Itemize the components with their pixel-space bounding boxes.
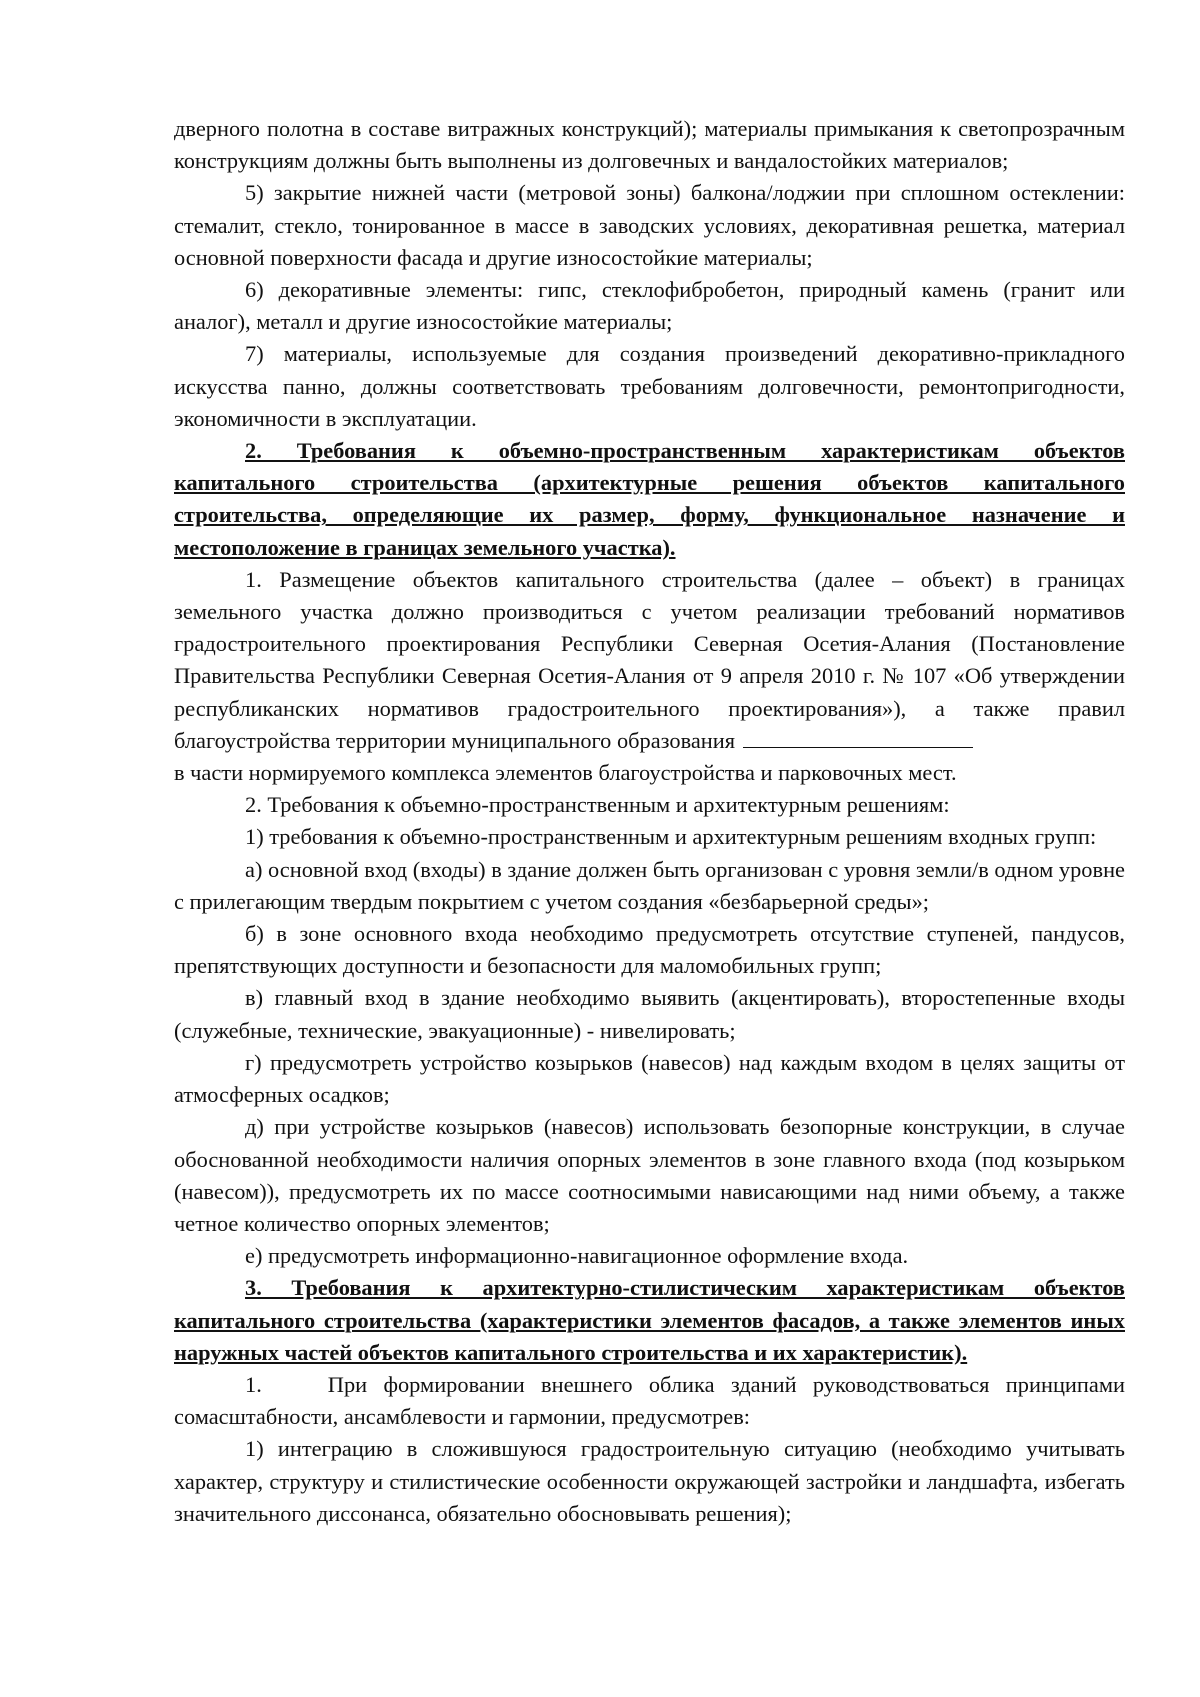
paragraph-number: 1. [245,1371,262,1397]
section-heading-3: 3. Требования к архитектурно-стилистическим характеристикам объектов капитального строительства (характеристики элементов фасадов, а также элементов иных наружных частей объектов капитального строительства и их характеристик). [174,1275,1125,1365]
paragraph-facade-principles-text: При формировании внешнего облика зданий руководствоваться принципами сомасштабности, ансамблевости и гармонии, предусмотрев: [174,1371,1125,1430]
paragraph-facade-principles [174,1369,1125,1433]
paragraph-item-g: г) предусмотреть устройство козырьков (навесов) над каждым входом в целях защиты от атмосферных осадков; [174,1049,1125,1108]
paragraph-item-b: б) в зоне основного входа необходимо предусмотреть отсутствие ступеней, пандусов, препятствующих доступности и безопасности для маломобильных групп; [174,921,1125,979]
paragraph-placement-continued: в части нормируемого комплекса элементов благоустройства и парковочных мест. [174,760,957,786]
blank-fill-line [743,727,973,748]
paragraph-entrance-requirements: 1) требования к объемно-пространственным и архитектурным решениям входных групп: [245,824,1097,850]
paragraph-item-a: а) основной вход (входы) в здание должен быть организован с уровня земли/в одном уровне с прилегающим твердым покрытием с учетом создания «безбарьерной среды»; [174,856,1125,914]
paragraph-placement-text: 1. Размещение объектов капитального строительства (далее – объект) в границах земельного участка должно производиться с учетом реализации требований нормативов градостроительного проектирования Республики Северная Осетия-Алания (Постановление Правительства Республики Северная Осетия-Алания от 9 апреля 2010 г. № 107 «Об утверждении республиканских нормативов градостроительного проектирования»), а также правил благоустройства территории муниципального образования [174,566,1125,753]
paragraph-item-7: 7) материалы, используемые для создания произведений декоративно-прикладного искусства панно, должны соответствовать требованиям долговечности, ремонтопригодности, экономичности в эксплуатации. [174,341,1125,431]
section-heading-2: 2. Требования к объемно-пространственным характеристикам объектов капитального строительства (архитектурные решения объектов капитального строительства, определяющие их размер, форму, функциональное назначение и местоположение в границах земельного участка). [174,438,1125,560]
paragraph-item-6: 6) декоративные элементы: гипс, стеклофибробетон, природный камень (гранит или аналог), металл и другие износостойкие материалы; [174,277,1125,335]
paragraph-door-materials: дверного полотна в составе витражных конструкций); материалы примыкания к светопрозрачным конструкциям должны быть выполнены из долговечных и вандалостойких материалов; [174,116,1125,174]
paragraph-item-5: 5) закрытие нижней части (метровой зоны) балкона/лоджии при сплошном остеклении: стемалит, стекло, тонированное в массе в заводских условиях, декоративная решетка, материал основной поверхности фасада и другие износостойкие материалы; [174,180,1125,270]
paragraph-integration: 1) интеграцию в сложившуюся градостроительную ситуацию (необходимо учитывать характер, структуру и стилистические особенности окружающей застройки и ландшафта, избегать значительного диссонанса, обязательно обосновывать решения); [174,1436,1125,1526]
paragraph-requirements-2: 2. Требования к объемно-пространственным и архитектурным решениям: [245,792,950,818]
document-page [174,113,1125,1530]
paragraph-placement [174,564,1125,757]
paragraph-item-e: е) предусмотреть информационно-навигационное оформление входа. [245,1243,909,1269]
paragraph-item-d: д) при устройстве козырьков (навесов) использовать безопорные конструкции, в случае обоснованной необходимости наличия опорных элементов в зоне главного входа (под козырьком (навесом)), предусмотреть их по массе соотносимыми нависающими над ними объему, а также четное количество опорных элементов; [174,1114,1125,1236]
paragraph-item-v: в) главный вход в здание необходимо выявить (акцентировать), второстепенные входы (служебные, технические, эвакуационные) - нивелировать; [174,985,1125,1043]
